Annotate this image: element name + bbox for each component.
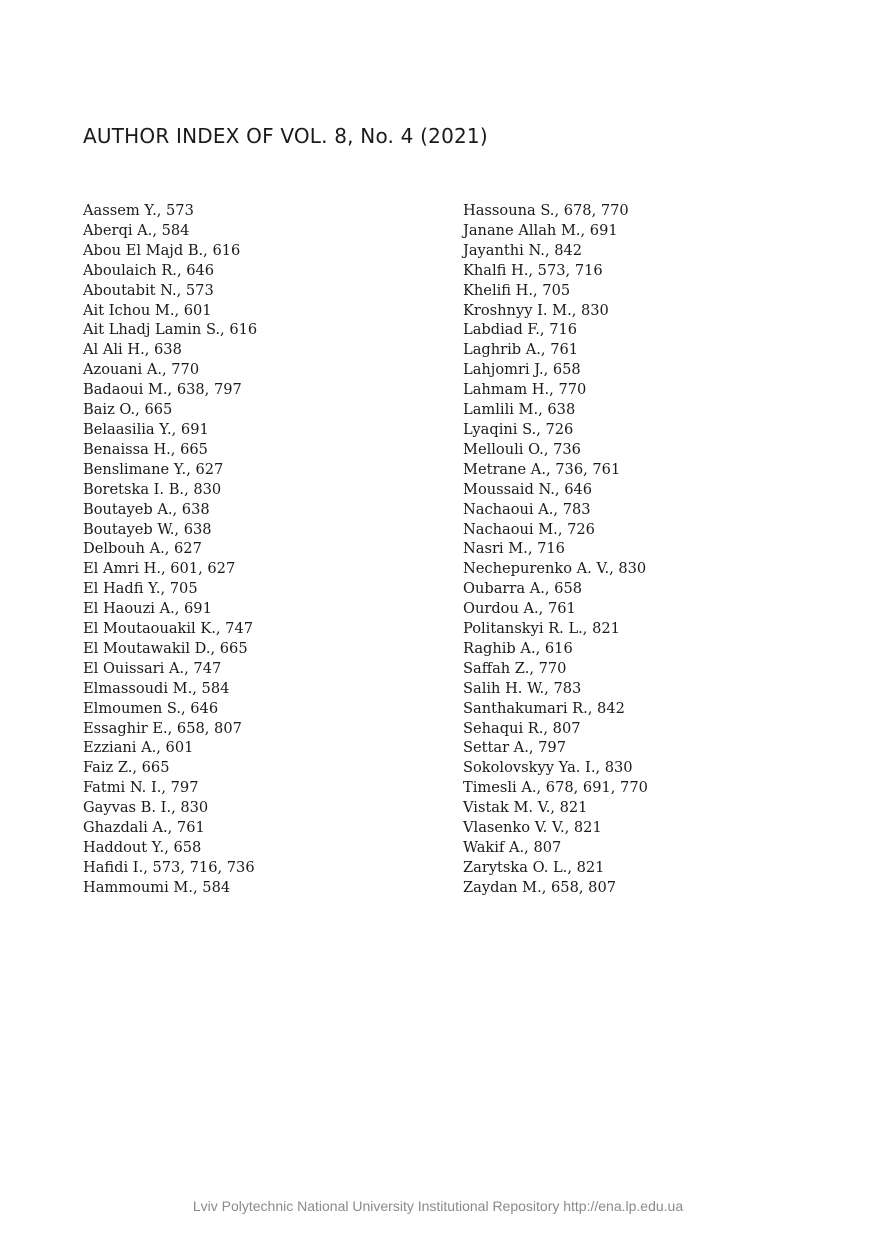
- author-entry: Elmoumen S., 646: [83, 699, 219, 717]
- author-entry: Hassouna S., 678, 770: [463, 202, 629, 219]
- author-entry: Benaissa H., 665: [83, 440, 208, 458]
- author-entry: El Amri H., 601, 627: [83, 560, 236, 578]
- author-entry: Aboulaich R., 646: [83, 261, 215, 279]
- author-entry: Boutayeb A., 638: [83, 500, 210, 518]
- author-entry: Aberqi A., 584: [83, 221, 190, 239]
- author-list-left: [83, 201, 257, 898]
- author-entry: Ezziani A., 601: [83, 739, 194, 757]
- author-entry: Abou El Majd B., 616: [83, 241, 241, 259]
- author-entry: Sehaqui R., 807: [463, 719, 581, 737]
- author-entry: Nechepurenko A. V., 830: [463, 560, 647, 578]
- author-entry: Sokolovskyy Ya. I., 830: [463, 759, 633, 777]
- author-entry: Aassem Y., 573: [83, 202, 194, 219]
- author-entry: Aboutabit N., 573: [83, 281, 214, 299]
- author-entry: Faiz Z., 665: [83, 759, 170, 777]
- author-entry: Mellouli O., 736: [463, 440, 581, 458]
- author-entry: Jayanthi N., 842: [463, 241, 583, 259]
- author-entry: Lahjomri J., 658: [463, 361, 581, 379]
- author-entry: Vistak M. V., 821: [463, 799, 588, 817]
- author-entry: El Moutawakil D., 665: [83, 639, 248, 657]
- author-entry: Kroshnyy I. M., 830: [463, 301, 609, 319]
- author-entry: Settar A., 797: [463, 739, 566, 757]
- author-list-right: [463, 201, 648, 898]
- author-entry: Santhakumari R., 842: [463, 699, 625, 717]
- author-entry: Politanskyi R. L., 821: [463, 620, 620, 638]
- author-entry: Essaghir E., 658, 807: [83, 719, 242, 737]
- author-entry: Nachaoui M., 726: [463, 520, 595, 538]
- author-entry: Fatmi N. I., 797: [83, 779, 199, 797]
- author-entry: Baiz O., 665: [83, 401, 173, 419]
- author-entry: Labdiad F., 716: [463, 321, 578, 339]
- author-entry: Moussaid N., 646: [463, 480, 593, 498]
- author-entry: Hafidi I., 573, 716, 736: [83, 858, 255, 876]
- author-entry: Laghrib A., 761: [463, 341, 579, 359]
- author-entry: Zarytska O. L., 821: [463, 858, 605, 876]
- author-entry: Nasri M., 716: [463, 540, 565, 558]
- author-entry: Boutayeb W., 638: [83, 520, 212, 538]
- author-entry: Nachaoui A., 783: [463, 500, 591, 518]
- author-entry: Khalfi H., 573, 716: [463, 261, 603, 279]
- author-entry: Timesli A., 678, 691, 770: [463, 779, 648, 797]
- author-entry: El Haouzi A., 691: [83, 600, 212, 618]
- page-title: AUTHOR INDEX OF VOL. 8, No. 4 (2021): [83, 124, 488, 148]
- author-entry: El Hadfi Y., 705: [83, 580, 198, 598]
- author-entry: Khelifi H., 705: [463, 281, 571, 299]
- author-entry: Oubarra A., 658: [463, 580, 583, 598]
- author-entry: Vlasenko V. V., 821: [463, 819, 602, 837]
- author-entry: El Ouissari A., 747: [83, 659, 222, 677]
- author-entry: Ait Ichou M., 601: [83, 301, 212, 319]
- author-entry: Gayvas B. I., 830: [83, 799, 209, 817]
- author-entry: Elmassoudi M., 584: [83, 679, 230, 697]
- author-entry: Lahmam H., 770: [463, 381, 587, 399]
- repository-footer: Lviv Polytechnic National University Institutional Repository http://ena.lp.edu.ua: [192, 1198, 684, 1214]
- author-entry: Ourdou A., 761: [463, 600, 576, 618]
- author-entry: Zaydan M., 658, 807: [463, 878, 617, 896]
- author-entry: Al Ali H., 638: [83, 341, 182, 359]
- author-entry: Ghazdali A., 761: [83, 819, 205, 837]
- author-entry: Delbouh A., 627: [83, 540, 202, 558]
- author-entry: Boretska I. B., 830: [83, 480, 222, 498]
- author-entry: Benslimane Y., 627: [83, 460, 224, 478]
- author-entry: Raghib A., 616: [463, 639, 573, 657]
- author-entry: Hammoumi M., 584: [83, 878, 231, 896]
- author-entry: Badaoui M., 638, 797: [83, 381, 242, 399]
- author-entry: Wakif A., 807: [463, 839, 562, 856]
- author-entry: Saffah Z., 770: [463, 659, 567, 677]
- author-entry: Lyaqini S., 726: [463, 420, 574, 438]
- author-entry: El Moutaouakil K., 747: [83, 620, 254, 638]
- author-entry: Metrane A., 736, 761: [463, 460, 621, 478]
- author-entry: Lamlili M., 638: [463, 401, 576, 419]
- author-entry: Janane Allah M., 691: [463, 221, 618, 239]
- author-entry: Haddout Y., 658: [83, 839, 202, 856]
- author-entry: Salih H. W., 783: [463, 679, 582, 697]
- author-entry: Belaasilia Y., 691: [83, 420, 209, 438]
- author-entry: Azouani A., 770: [83, 361, 200, 379]
- author-entry: Ait Lhadj Lamin S., 616: [83, 321, 258, 339]
